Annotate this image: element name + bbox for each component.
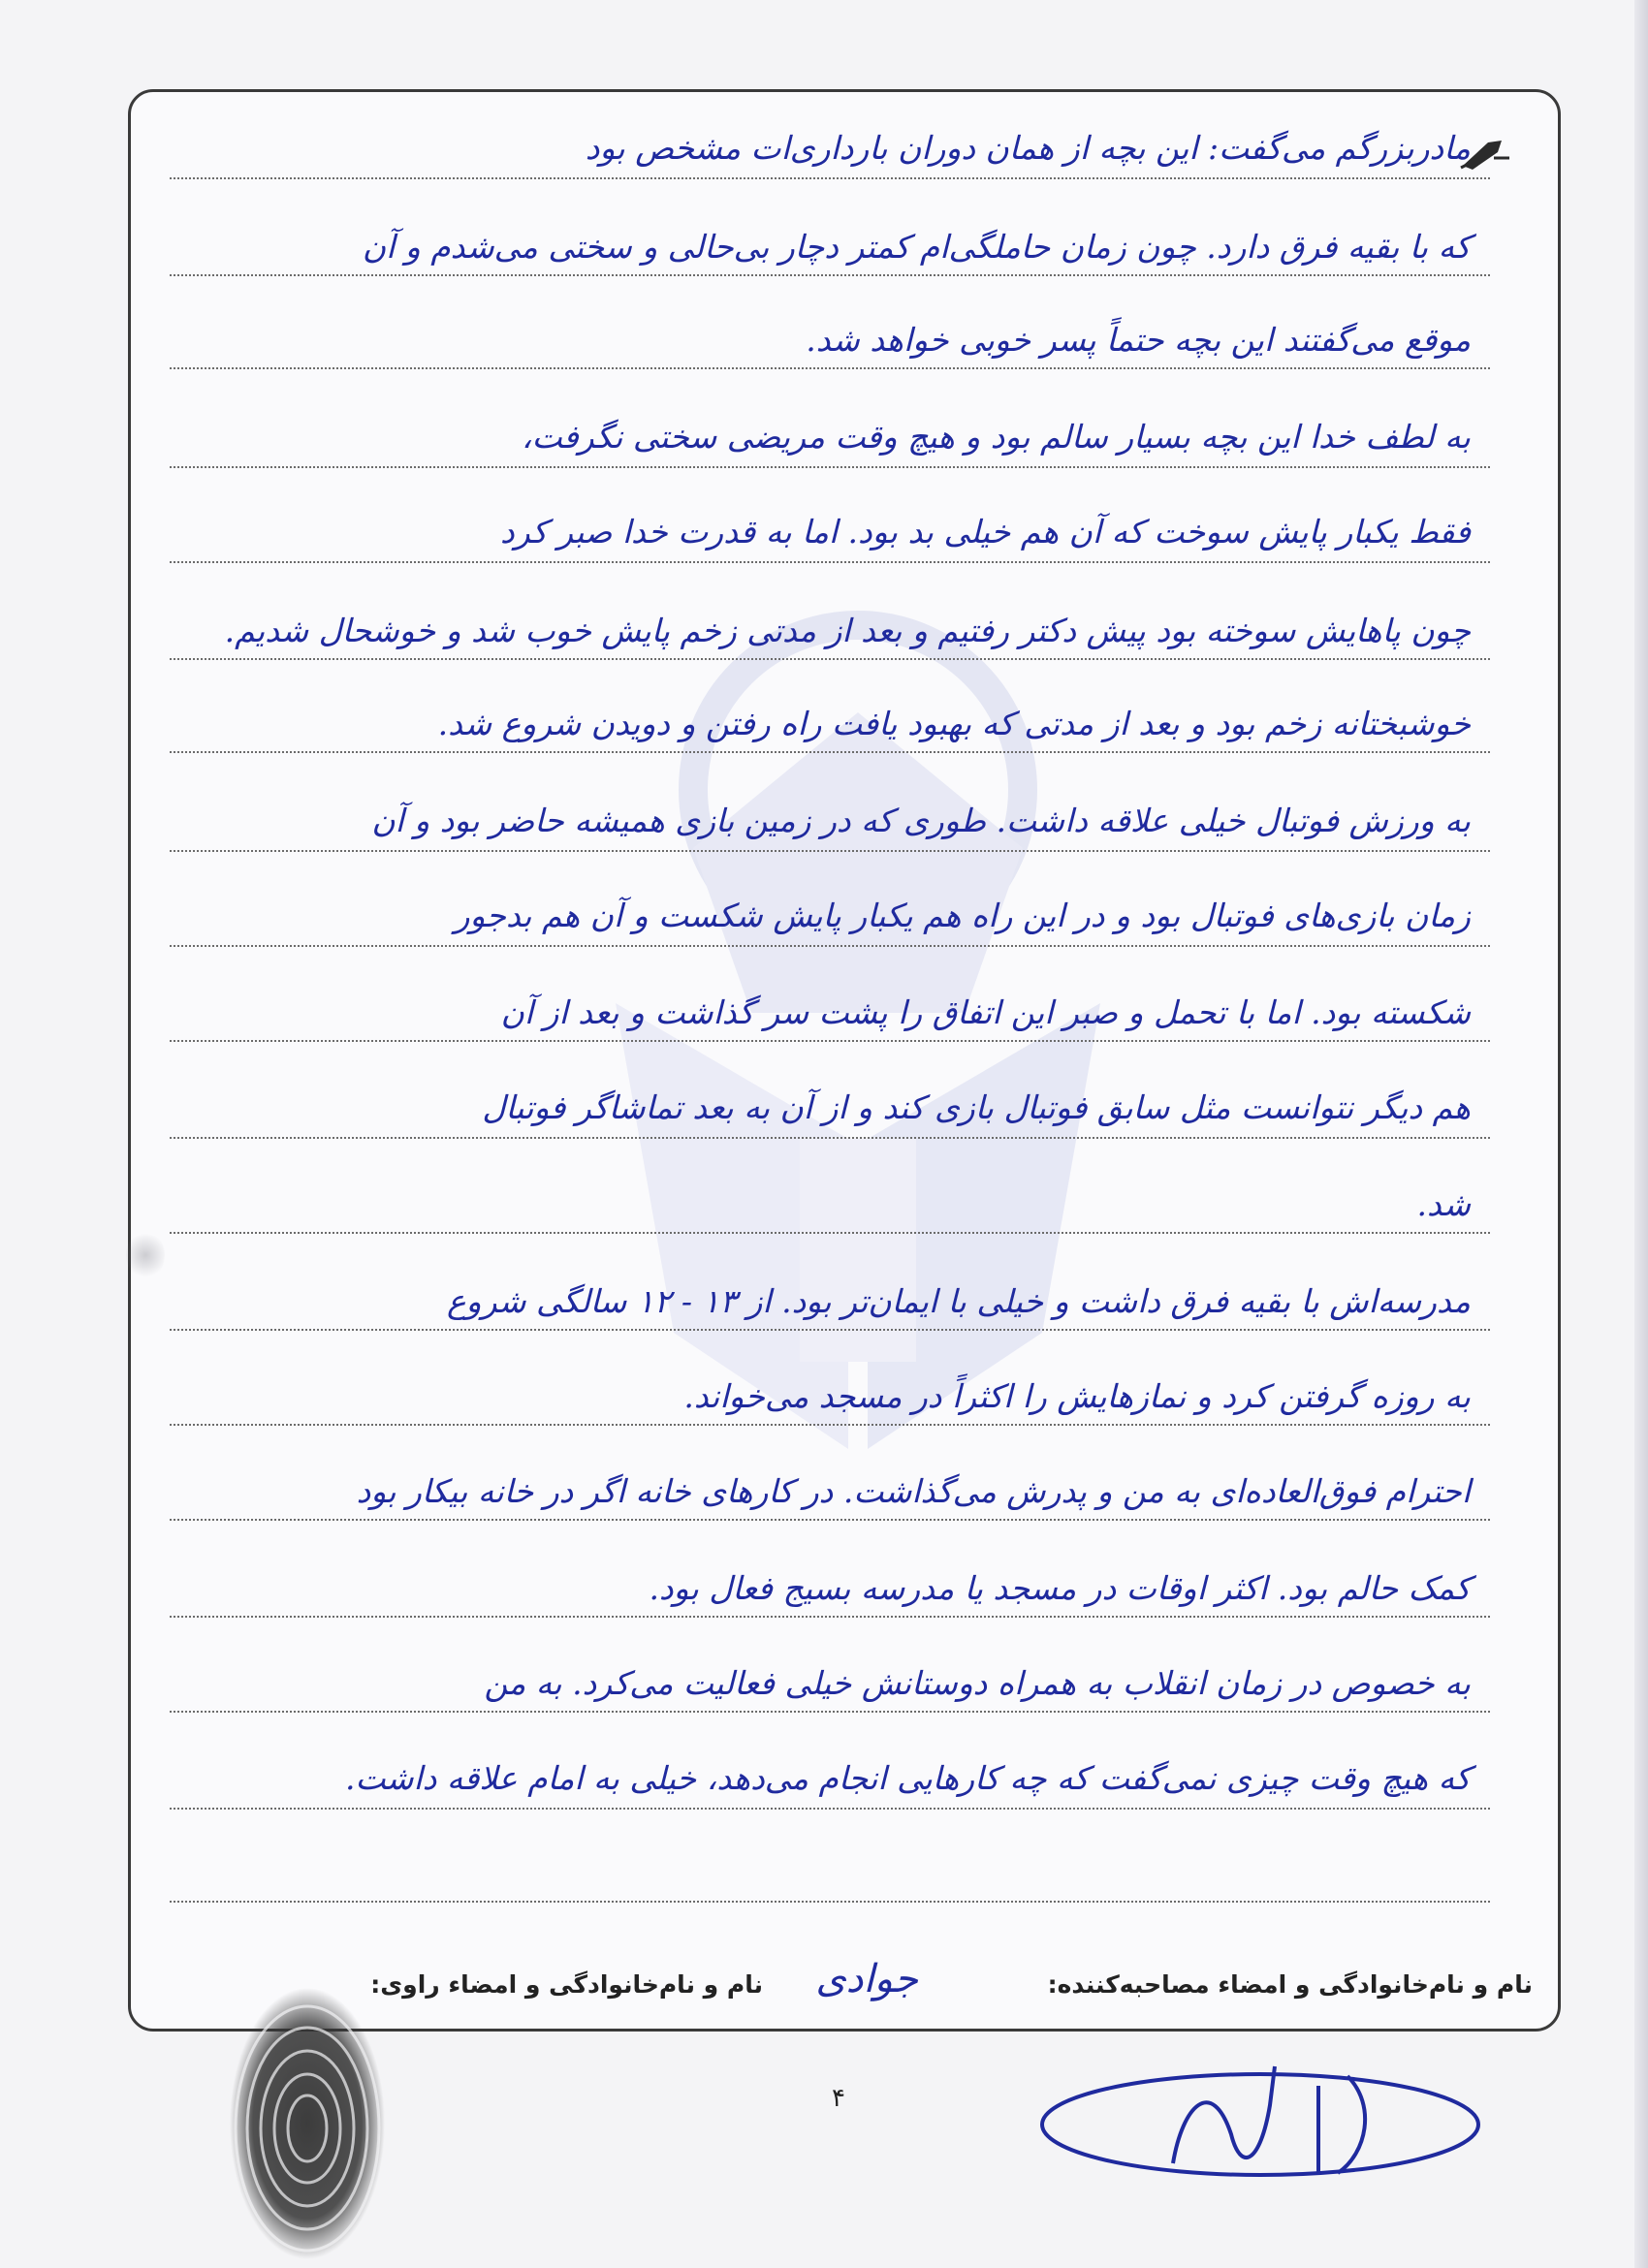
ruled-line [170,658,1490,660]
narrator-label: نام و نام‌خانوادگی و امضاء راوی: [370,1970,763,1999]
ruled-line [170,466,1490,468]
handwritten-line: شد. [1416,1185,1471,1223]
fingerprint-image [225,1983,390,2264]
narrator-signature [1028,2047,1483,2192]
handwritten-line: خوشبختانه زخم بود و بعد از مدتی که بهبود یافت راه رفتن و دویدن شروع شد. [437,705,1471,742]
ruled-line [170,367,1490,369]
ruled-page-frame [128,89,1561,2032]
ruled-line [170,561,1490,563]
ruled-line [170,1711,1490,1713]
page-number: ۴ [832,2084,845,2113]
ruled-line [170,850,1490,852]
ruled-line [170,751,1490,753]
handwritten-line: که هیچ وقت چیزی نمی‌گفت که چه کارهایی انجام می‌دهد، خیلی به امام علاقه داشت. [345,1759,1471,1797]
handwritten-line: به ورزش فوتبال خیلی علاقه داشت. طوری که در زمین بازی همیشه حاضر بود و آن [371,802,1471,839]
handwritten-line: که با بقیه فرق دارد. چون زمان حاملگی‌ام کمتر دچار بی‌حالی و سختی می‌شدم و آن [362,228,1471,266]
ruled-line [170,1424,1490,1426]
page-edge [1634,0,1648,2268]
handwritten-line: مدرسه‌اش با بقیه فرق داشت و خیلی با ایمان‌تر بود. از ۱۳ - ۱۲ سالگی شروع [446,1282,1471,1320]
ruled-line [170,1137,1490,1139]
handwritten-line: زمان بازی‌های فوتبال بود و در این راه هم یکبار پایش شکست و آن هم بدجور [454,897,1471,934]
handwritten-line: شکسته بود. اما با تحمل و صبر این اتفاق را پشت سر گذاشت و بعد از آن [500,993,1471,1031]
ruled-line [170,274,1490,276]
handwritten-line: به لطف خدا این بچه بسیار سالم بود و هیچ وقت مریضی سختی نگرفت، [521,418,1471,456]
handwritten-line: احترام فوق‌العاده‌ای به من و پدرش می‌گذاشت. در کارهای خانه اگر در خانه بیکار بود [356,1472,1471,1510]
ruled-line [170,1519,1490,1521]
handwritten-line: چون پاهایش سوخته بود پیش دکتر رفتیم و بعد از مدتی زخم پایش خوب شد و خوشحال شدیم. [224,612,1471,649]
ruled-line [170,1040,1490,1042]
handwritten-line: موقع می‌گفتند این بچه حتماً پسر خوبی خواهد شد. [806,321,1471,359]
handwritten-line: کمک حالم بود. اکثر اوقات در مسجد یا مدرسه بسیج فعال بود. [649,1569,1471,1607]
interviewer-label: نام و نام‌خانوادگی و امضاء مصاحبه‌کننده: [1047,1970,1533,1999]
handwritten-line: به خصوص در زمان انقلاب به همراه دوستانش خیلی فعالیت می‌کرد. به من [484,1664,1471,1702]
ruled-lines [170,92,1490,2029]
ruled-line [170,1808,1490,1810]
handwritten-line: مادربزرگم می‌گفت: این بچه از همان دوران بارداری‌ات مشخص بود [585,129,1471,167]
interviewer-signature: جوادی [815,1957,918,2001]
ruled-line [170,1329,1490,1331]
ruled-line [170,1901,1490,1903]
handwritten-line: هم دیگر نتوانست مثل سابق فوتبال بازی کند و از آن به بعد تماشاگر فوتبال [482,1088,1471,1126]
handwritten-line: به روزه گرفتن کرد و نمازهایش را اکثراً در مسجد می‌خواند. [683,1377,1471,1415]
ink-smudge [126,1231,165,1279]
ruled-line [170,1232,1490,1234]
ruled-line [170,945,1490,947]
ruled-line [170,177,1490,179]
handwritten-line: فقط یکبار پایش سوخت که آن هم خیلی بد بود. اما به قدرت خدا صبر کرد [500,513,1471,551]
ruled-line [170,1616,1490,1618]
